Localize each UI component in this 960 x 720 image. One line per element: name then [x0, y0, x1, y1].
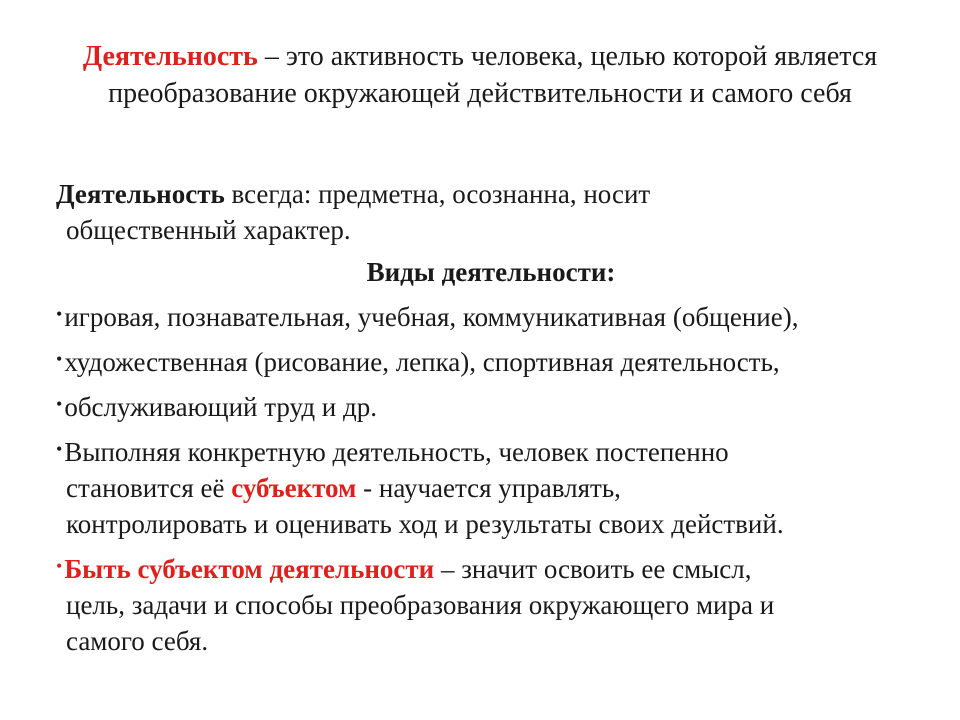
bullet-icon: •: [56, 304, 63, 324]
bullet-text: художественная (рисование, лепка), спортивная деятельность,: [64, 347, 780, 377]
slide-title: [60, 38, 900, 112]
types-heading: Виды деятельности:: [366, 257, 616, 287]
list-item: [56, 341, 926, 380]
subject-line3: контролировать и оценивать ход и результаты своих действий.: [66, 509, 784, 539]
intro-term: Деятельность: [56, 179, 225, 209]
intro-line2: общественный характер.: [66, 215, 351, 245]
bullet-text: игровая, познавательная, учебная, коммуникативная (общение),: [64, 302, 799, 332]
slide-body: [56, 176, 926, 659]
subject-line1: Выполняя конкретную деятельность, человек постепенно: [64, 437, 729, 467]
final-line1: – значит освоить ее смысл,: [434, 554, 752, 584]
final-paragraph: [56, 548, 926, 659]
list-item: [56, 296, 926, 335]
bullet-text: обслуживающий труд и др.: [64, 392, 377, 422]
final-term: Быть субъектом деятельности: [64, 554, 435, 584]
subject-line2-end: - научается управлять,: [356, 473, 621, 503]
final-line2: цель, задачи и способы преобразования окружающего мира и: [66, 590, 775, 620]
title-term: Деятельность: [82, 41, 258, 72]
subject-line2-start: становится её: [66, 473, 232, 503]
intro-paragraph: [56, 176, 926, 248]
final-line3: самого себя.: [66, 626, 209, 656]
bullet-icon: •: [56, 394, 63, 414]
bullet-icon: •: [56, 439, 63, 459]
list-item: [56, 386, 926, 425]
title-definition: – это активность человека, целью которой является преобразование окружающей действительности и самого себя: [108, 41, 878, 109]
bullet-icon: •: [56, 556, 63, 576]
intro-line1: всегда: предметна, осознанна, носит: [224, 179, 651, 209]
subject-paragraph: [56, 431, 926, 542]
bullet-icon: •: [56, 349, 63, 369]
subject-term: субъектом: [231, 473, 357, 503]
